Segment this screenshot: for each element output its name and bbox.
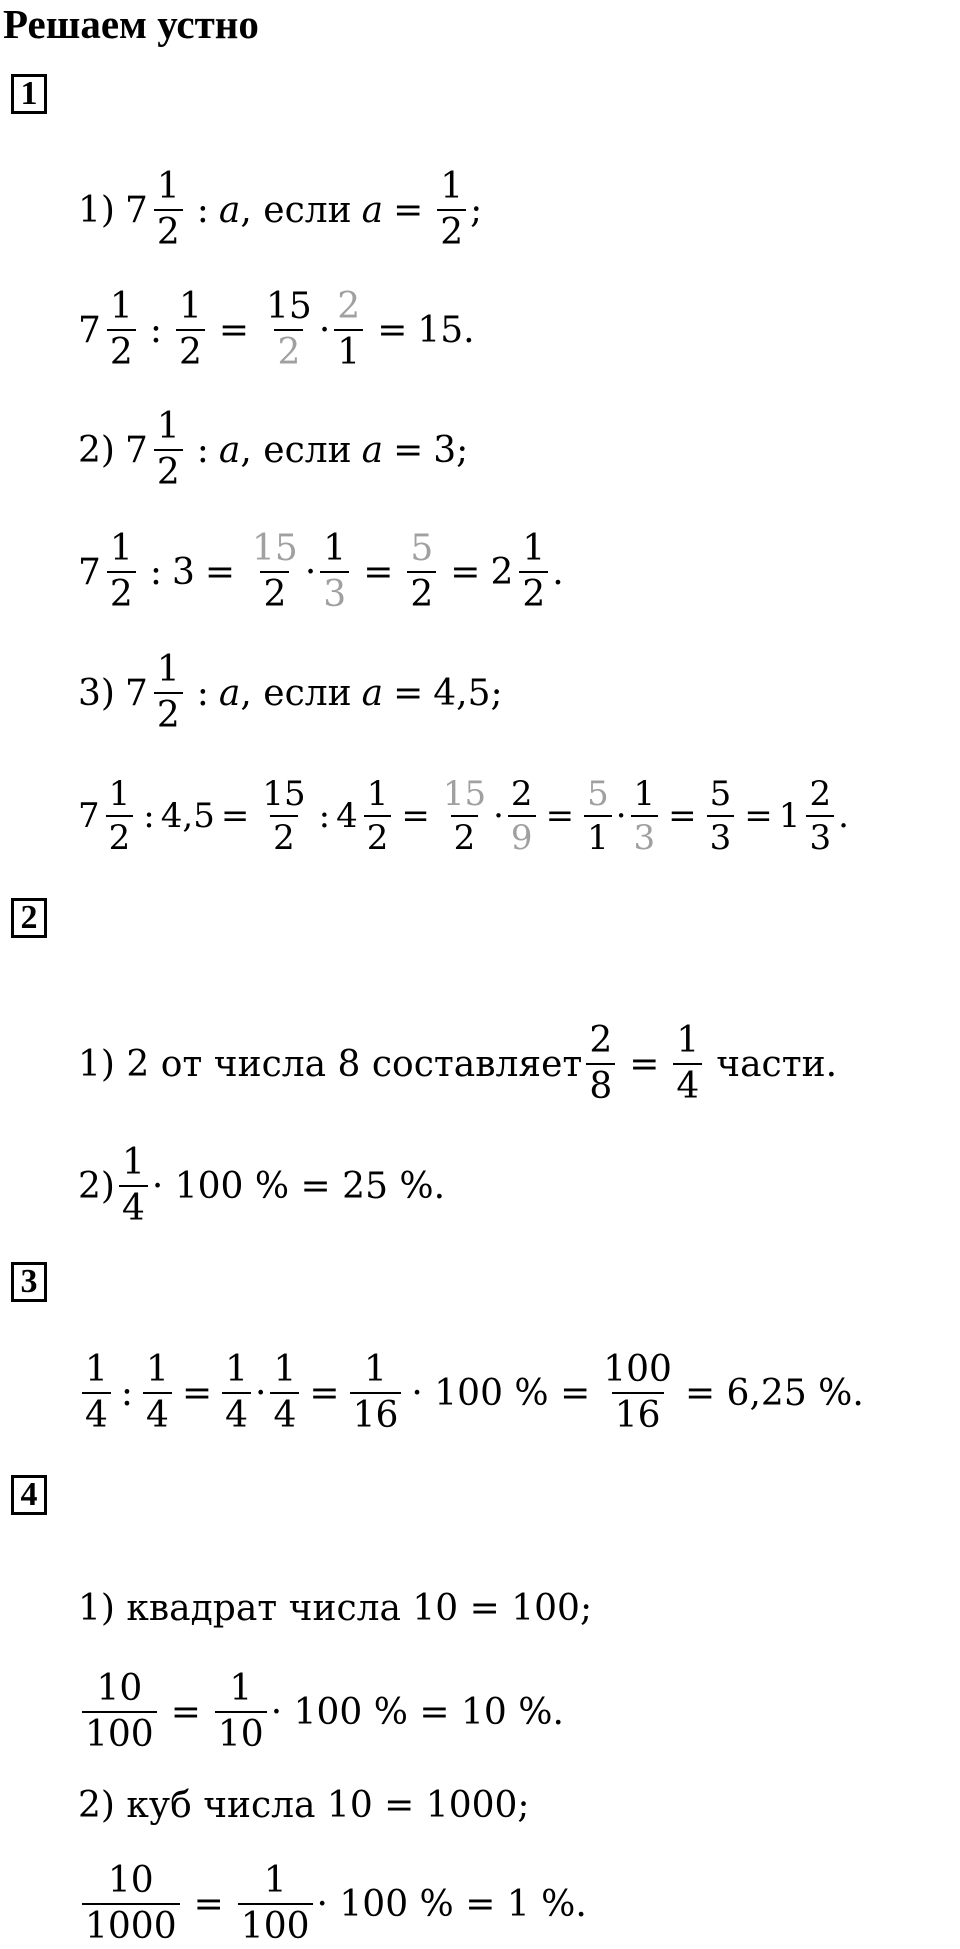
fraction: $\frac{1}{2}$ — [364, 777, 392, 855]
fraction: $\frac{15}{2}$ — [266, 286, 312, 373]
statement-text: 2) куб числа 10 = 1000; — [78, 1784, 530, 1826]
whole-part: 7 — [78, 551, 101, 593]
divide-sign: : — [196, 189, 209, 231]
value: 4,5; — [433, 672, 503, 714]
fraction: $\frac{1}{2}$ — [154, 652, 183, 734]
item-number: 2) — [78, 429, 115, 471]
whole-part: 7 — [124, 672, 148, 714]
fraction: $\frac{2}{9}$ — [508, 777, 536, 855]
divide-sign: : — [149, 551, 162, 593]
fraction: $\frac{1}{4}$ — [673, 1023, 702, 1105]
divide-sign: : — [196, 429, 209, 471]
fraction: $\frac{5}{1}$ — [584, 777, 612, 855]
fraction: $\frac{1}{4}$ — [143, 1352, 172, 1434]
expression: · 100 % = 25 %. — [151, 1165, 446, 1207]
item-number: 2) — [78, 1165, 115, 1207]
variable: a — [361, 672, 384, 714]
fraction: $\frac{1}{4}$ — [119, 1145, 148, 1227]
condition-text: , если — [240, 429, 352, 471]
t1-line-6 — [78, 776, 849, 856]
divide-sign: : — [120, 1372, 134, 1414]
fraction: $\frac{2}{1}$ — [334, 289, 363, 371]
whole-part: 7 — [78, 309, 101, 351]
equals-sign: = — [450, 551, 481, 593]
whole-part: 7 — [124, 429, 148, 471]
variable: a — [218, 189, 241, 231]
expression: · 100 % = 1 %. — [316, 1883, 587, 1925]
fraction: $\frac{1}{2}$ — [176, 289, 205, 371]
t4-line-3 — [78, 1765, 530, 1845]
task-number-badge: 4 — [11, 1475, 47, 1515]
fraction: $\frac{1}{10}$ — [215, 1671, 267, 1753]
divide-sign: : — [149, 309, 162, 351]
multiply-sign: · — [304, 551, 317, 593]
t4-line-2 — [78, 1668, 564, 1755]
value: 3; — [433, 429, 469, 471]
fraction: $\frac{15}{2}$ — [442, 774, 487, 858]
variable: a — [218, 672, 241, 714]
equals-sign: = — [668, 796, 697, 836]
expression: · 100 % = — [411, 1372, 591, 1414]
fraction: $\frac{1}{2}$ — [107, 531, 136, 613]
statement-text: 1) 2 от числа 8 составляет — [78, 1043, 583, 1085]
whole-part: 7 — [124, 189, 148, 231]
number: 4,5 — [160, 796, 215, 836]
number: 3 — [171, 551, 195, 593]
task-number-badge: 3 — [11, 1262, 47, 1302]
fraction: $\frac{1}{2}$ — [106, 777, 134, 855]
multiply-sign: · — [493, 796, 504, 836]
equals-sign: = — [170, 1691, 201, 1733]
fraction: $\frac{1}{2}$ — [107, 289, 136, 371]
multiply-sign: · — [318, 309, 331, 351]
equals-sign: = — [401, 796, 430, 836]
equals-sign: = — [393, 189, 424, 231]
fraction: $\frac{1}{100}$ — [238, 1863, 313, 1945]
equals-sign: = — [545, 796, 575, 836]
equals-sign: = — [204, 551, 236, 593]
fraction: $\frac{1}{2}$ — [154, 409, 183, 491]
result: = 6,25 %. — [684, 1372, 864, 1414]
fraction: $\frac{5}{3}$ — [707, 777, 735, 855]
t2-line-2 — [78, 1142, 446, 1229]
equals-sign: = — [393, 429, 424, 471]
item-number: 3) — [78, 672, 115, 714]
equals-sign: = — [744, 796, 773, 836]
t1-line-2 — [78, 286, 475, 373]
statement-text: 1) квадрат числа 10 = 100; — [78, 1587, 593, 1629]
t1-line-4 — [78, 528, 564, 615]
multiply-sign: · — [615, 796, 627, 836]
fraction: $\frac{1}{3}$ — [320, 531, 349, 613]
fraction: $\frac{15}{2}$ — [252, 528, 298, 615]
fraction: $\frac{1}{2}$ — [154, 169, 183, 251]
fraction: $\frac{10}{1000}$ — [82, 1863, 180, 1945]
fraction: $\frac{1}{2}$ — [437, 169, 466, 251]
equals-sign: = — [377, 309, 408, 351]
whole-part: 4 — [336, 796, 358, 836]
t1-line-1 — [78, 166, 483, 253]
fraction: $\frac{2}{8}$ — [586, 1023, 615, 1105]
fraction: $\frac{1}{3}$ — [631, 777, 659, 855]
task-number-badge: 2 — [11, 898, 47, 938]
divide-sign: : — [318, 796, 331, 836]
fraction: $\frac{1}{4}$ — [270, 1352, 299, 1434]
period: . — [838, 796, 849, 836]
task-number-badge: 1 — [11, 74, 47, 114]
condition-text: , если — [240, 672, 352, 714]
whole-part: 2 — [490, 551, 514, 593]
statement-text: части. — [716, 1043, 838, 1085]
variable: a — [218, 429, 241, 471]
variable: a — [361, 189, 384, 231]
fraction: $\frac{1}{2}$ — [519, 531, 548, 613]
divide-sign: : — [143, 796, 155, 836]
t1-line-3 — [78, 406, 469, 493]
equals-sign: = — [218, 309, 250, 351]
equals-sign: = — [393, 672, 424, 714]
equals-sign: = — [220, 796, 250, 836]
fraction: $\frac{15}{2}$ — [262, 774, 306, 858]
item-number: 1) — [78, 189, 115, 231]
page-title: Решаем устно — [3, 1, 259, 47]
variable: a — [361, 429, 384, 471]
multiply-sign: · — [255, 1372, 267, 1414]
t3-line-1 — [78, 1349, 864, 1436]
equals-sign: = — [363, 551, 394, 593]
t4-line-4 — [78, 1860, 587, 1947]
fraction: $\frac{2}{3}$ — [806, 777, 834, 855]
equals-sign: = — [309, 1372, 340, 1414]
period: . — [552, 551, 564, 593]
expression: · 100 % = 10 %. — [270, 1691, 564, 1733]
t2-line-1 — [78, 1020, 838, 1107]
semicolon: ; — [470, 189, 483, 231]
t1-line-5 — [78, 649, 503, 736]
fraction: $\frac{1}{16}$ — [350, 1352, 402, 1434]
whole-part: 7 — [78, 796, 100, 836]
fraction: $\frac{1}{4}$ — [82, 1352, 111, 1434]
equals-sign: = — [193, 1883, 224, 1925]
fraction: $\frac{10}{100}$ — [82, 1671, 157, 1753]
result: 15. — [417, 309, 475, 351]
t4-line-1 — [78, 1568, 592, 1648]
fraction: $\frac{5}{2}$ — [407, 531, 436, 613]
equals-sign: = — [181, 1372, 213, 1414]
equals-sign: = — [629, 1043, 660, 1085]
fraction: $\frac{1}{4}$ — [222, 1352, 251, 1434]
whole-part: 1 — [778, 796, 801, 836]
divide-sign: : — [196, 672, 209, 714]
fraction: $\frac{100}{16}$ — [603, 1349, 672, 1436]
condition-text: , если — [240, 189, 352, 231]
